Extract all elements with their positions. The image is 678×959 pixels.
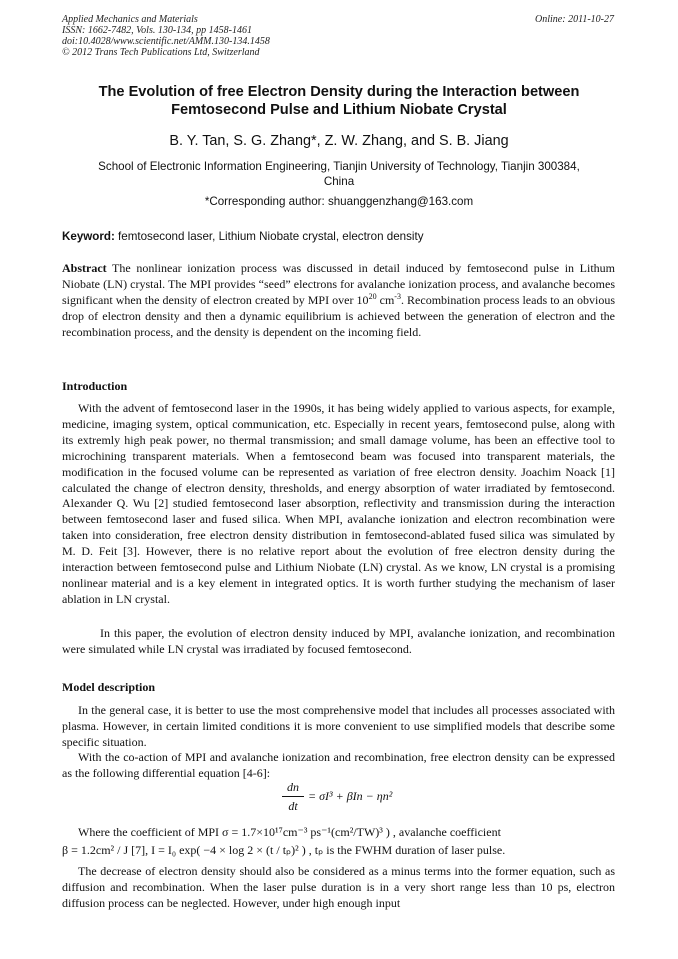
- keywords: [62, 229, 616, 244]
- title-line-2: Femtosecond Pulse and Lithium Niobate Crystal: [171, 102, 507, 118]
- abstract-sup-1: 20: [368, 291, 377, 301]
- model-heading: Model description: [62, 680, 155, 694]
- affiliation-line-1: School of Electronic Information Engineering, Tianjin University of Technology, Tianjin 300384,: [98, 160, 580, 173]
- journal-name: Applied Mechanics and Materials: [62, 14, 198, 25]
- introduction-paragraph-1: With the advent of femtosecond laser in the 1990s, it has being widely applied to various aspects, for example, medicine, imaging system, optical communication, etc. Especially in recent years, femtosecond pulse, along with its extremly high peak power, no thermal transmission; and small damage volume, has been an effective tool to microchining transparent materials. When a femtosecond beam was focused into transparent materials, the modification in the focused volume can be represented as variation of free electron density. Joachim Noack [1] calculated the change of electron density, thresholds, and energy absorption of water irradiated by femtosecond. Alexander Q. Wu [2] studied femtosecond laser absorption, reflectivity and transmission during the interaction between femtosecond laser and fused silica. When MPI, avalanche ionization and electron recombination were taken into consideration, free electron density distribution in femtosecond-ablated fused silica was simulated by M. D. Feit [3]. However, there is no relative report about the evolution of free electron density during the interaction between femtosecond pulse and Lithium Niobate (LN) crystal. As we know, LN crystal is a promising nonlinear material and is a key element in integrated optics. It is worth further studying the mechanism of laser ablation in LN crystal.: [62, 401, 615, 606]
- where-line-2: β = 1.2cm² / J [7], I = I₀ exp( −4 × log 2 × (t / tₚ)² ) , tₚ is the FWHM duration of laser pulse.: [62, 843, 506, 857]
- keyword-list: femtosecond laser, Lithium Niobate crystal, electron density: [114, 230, 424, 243]
- affiliation: [62, 159, 616, 189]
- abstract-sup-2: -3: [394, 291, 401, 301]
- copyright-line: © 2012 Trans Tech Publications Ltd, Switzerland: [62, 47, 260, 58]
- affiliation-line-2: China: [323, 175, 355, 188]
- equation-numerator: dn: [287, 780, 299, 794]
- doi-line: doi:10.4028/www.scientific.net/AMM.130-134.1458: [62, 36, 270, 47]
- model-paragraph-1: In the general case, it is better to use the most comprehensive model that includes all processes associated with plasma. However, in certain limited conditions it is more convenient to use simplified models that describe some specific situation.: [62, 703, 615, 749]
- keyword-label: Keyword:: [62, 230, 115, 243]
- rate-equation: [250, 780, 450, 820]
- introduction-heading: Introduction: [62, 379, 128, 393]
- abstract-text-2: cm: [376, 292, 395, 307]
- abstract-text-1: The nonlinear ionization process was discussed in detail induced by femtosecond pulse in Lithum Niobate (LN) crystal. The MPI provides “seed” electrons for avalanche ionization process, and avalanche becomes significant when the density of electron created by MPI over 10: [62, 261, 615, 307]
- authors: B. Y. Tan, S. G. Zhang*, Z. W. Zhang, and S. B. Jiang: [169, 133, 509, 149]
- introduction-paragraph-2: In this paper, the evolution of electron density induced by MPI, avalanche ionization, and recombination were simulated while LN crystal was irradiated by focused femtosecond.: [62, 626, 615, 656]
- model-paragraph-3: The decrease of electron density should also be considered as a minus terms into the former equation, such as diffusion and recombination. When the laser pulse duration is in a very short range less than 10 ps, electron diffusion process can be neglected. However, under high enough input: [62, 864, 615, 910]
- online-date: Online: 2011-10-27: [535, 14, 614, 25]
- abstract-text-3: . Recombination process leads to an obvious drop of electron density and then a dynamic equilibrium is achieved between the generation of electron and the recombination process, and the density is dependent on the incoming field.: [62, 292, 615, 339]
- equation-fraction: [282, 780, 304, 813]
- title-line-1: The Evolution of free Electron Density during the Interaction between: [98, 84, 580, 100]
- model-paragraph-2: With the co-action of MPI and avalanche ionization and recombination, free electron density can be expressed as the following differential equation [4-6]:: [62, 750, 615, 780]
- equation-rhs: = σI³ + βIn − ηn²: [308, 789, 393, 803]
- journal-header: [62, 14, 614, 58]
- corresponding-author: *Corresponding author: shuanggenzhang@163.com: [204, 195, 474, 208]
- issn-line: ISSN: 1662-7482, Vols. 130-134, pp 1458-1461: [62, 25, 252, 36]
- equation-denominator: dt: [288, 799, 298, 813]
- abstract-label: Abstract: [62, 261, 107, 275]
- where-line-1: Where the coefficient of MPI σ = 1.7×10¹⁷cm⁻³ ps⁻¹(cm²/TW)³ ) , avalanche coefficient: [78, 825, 501, 839]
- abstract: [62, 261, 615, 341]
- paper-title: [62, 83, 616, 119]
- fraction-bar: [282, 796, 304, 797]
